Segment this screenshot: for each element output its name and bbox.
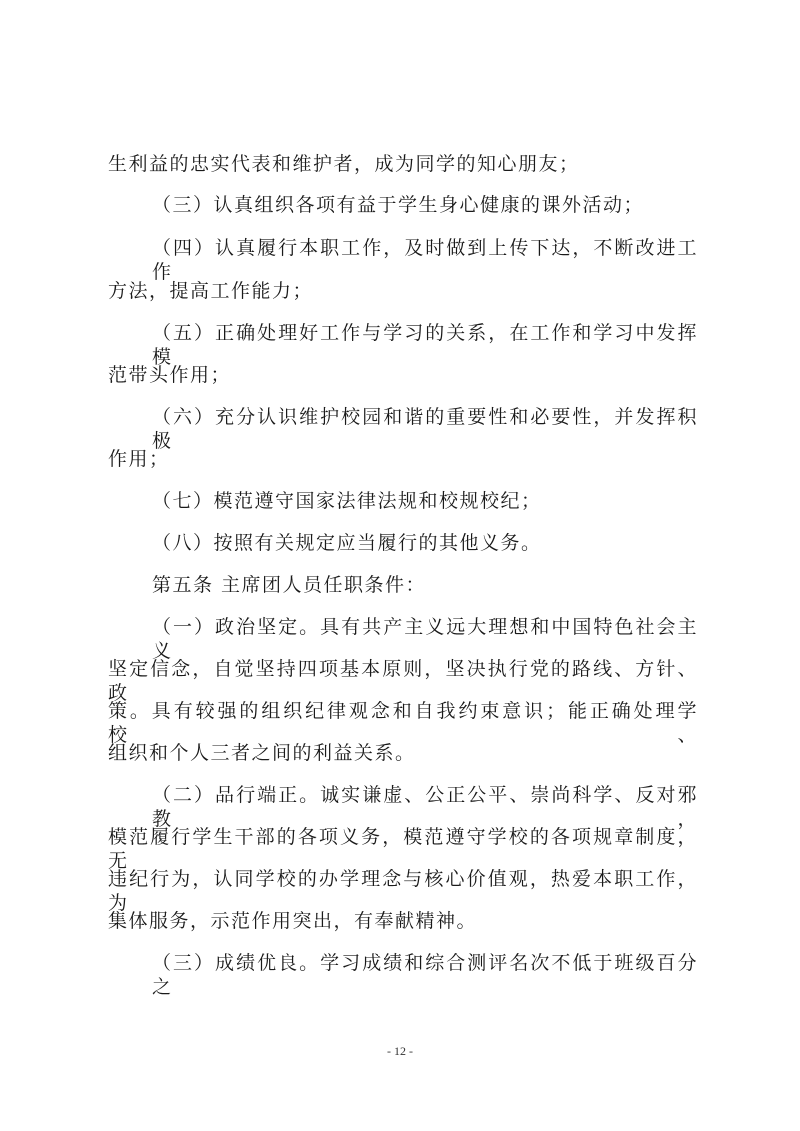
- text-line-12: （一）政治坚定。具有共产主义远大理想和中国特色社会主义: [152, 616, 698, 662]
- text-line-4: 方法，提高工作能力；: [108, 280, 314, 302]
- text-line-6: 范带头作用；: [108, 364, 232, 386]
- text-line-14: 策。具有较强的组织纪律观念和自我约束意识；能正确处理学校、: [108, 700, 698, 746]
- article-heading: 第五条 主席团人员任职条件：: [152, 574, 427, 596]
- text-line-1: 生利益的忠实代表和维护者，成为同学的知心朋友；: [108, 153, 580, 175]
- page-number: - 12 -: [387, 1044, 413, 1058]
- text-line-7: （六）充分认识维护校园和谐的重要性和必要性，并发挥积极: [152, 406, 698, 452]
- text-line-3: （四）认真履行本职工作，及时做到上传下达，不断改进工作: [152, 237, 698, 283]
- text-line-18: 违纪行为，认同学校的办学理念与核心价值观，热爱本职工作，为: [108, 868, 698, 914]
- text-line-20: （三）成绩优良。学习成绩和综合测评名次不低于班级百分之: [152, 952, 698, 998]
- text-line-19: 集体服务，示范作用突出，有奉献精神。: [108, 910, 478, 932]
- text-line-8: 作用；: [108, 448, 170, 470]
- text-line-2: （三）认真组织各项有益于学生身心健康的课外活动；: [152, 194, 645, 216]
- text-line-15: 组织和个人三者之间的利益关系。: [108, 742, 416, 764]
- text-line-17: 模范履行学生干部的各项义务，模范遵守学校的各项规章制度，无: [108, 826, 698, 872]
- text-line-16: （二）品行端正。诚实谦虚、公正公平、崇尚科学、反对邪教，: [152, 784, 698, 830]
- text-line-5: （五）正确处理好工作与学习的关系，在工作和学习中发挥模: [152, 322, 698, 368]
- text-line-10: （八）按照有关规定应当履行的其他义务。: [152, 532, 542, 554]
- text-line-9: （七）模范遵守国家法律法规和校规校纪；: [152, 490, 542, 512]
- text-line-13: 坚定信念，自觉坚持四项基本原则，坚决执行党的路线、方针、政: [108, 658, 698, 704]
